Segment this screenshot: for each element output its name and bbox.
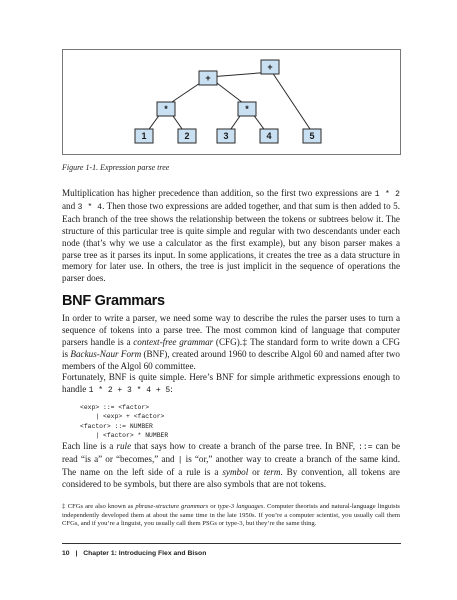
text-run: is “or,” another way to create a branch of the same kind. The name on the left side of a rule is a [62,453,400,477]
text-run: Multiplication has higher precedence than addition, so the first two expressions are [62,188,375,198]
page-number: 10 [62,550,70,557]
svg-text:*: * [164,104,168,114]
node-one [135,129,153,143]
emphasis: symbol [222,466,249,477]
section-heading: BNF Grammars [62,293,165,309]
emphasis: context-free grammar [133,336,214,347]
bnf-code-block: <exp> ::= <factor> | <exp> + <factor> <factor> ::= NUMBER | <factor> * NUMBER [80,404,169,439]
svg-text:4: 4 [266,131,272,141]
footer-separator: | [75,550,78,557]
page-footer [62,550,206,557]
code-inline: 3 * 4 [77,202,103,212]
text-run: In order to write a parser, we need some way to describe the rules the parser uses to turn a sequence of tokens into a parse tree. The most common kind of language that computer parsers handle is a [62,313,400,347]
svg-text:2: 2 [184,131,190,141]
emphasis: rule [116,441,132,451]
figure-caption: Figure 1-1. Expression parse tree [62,163,170,172]
emphasis: term [263,466,281,477]
code-inline: 1 * 2 + 3 * 4 + 5 [88,385,171,395]
svg-text:+: + [205,73,211,83]
text-run: and [62,200,78,211]
node-four [260,129,278,143]
text-run: Fortunately, BNF is quite simple. Here’s BNF for simple arithmetic expressions enough to handle [62,372,400,394]
text-run: Each line is a [62,441,117,451]
node-times-right [238,102,256,116]
text-run: or [208,503,218,510]
node-two [178,129,196,143]
emphasis: phrase-structure grammars [135,503,209,510]
node-plus-root [261,60,279,74]
text-run: or [248,466,264,477]
node-five [303,129,321,143]
svg-text:3: 3 [223,131,229,141]
text-run: . By convention, all tokens are considered to be symbols, but there are also symbols that are not tokens. [62,466,400,489]
emphasis: Backus-Naur Form [70,348,142,359]
code-inline: ::= [358,443,373,452]
text-run: can be read “is a” or “becomes,” and [62,441,400,464]
emphasis: type-3 languages [217,503,264,510]
node-three [217,129,235,143]
paragraph-cfg [62,313,400,373]
paragraph-rules [62,441,400,491]
parse-tree-diagram [63,50,402,156]
figure-parse-tree [62,49,401,155]
footnote [62,503,400,529]
footer-rule [62,543,401,544]
paragraph-bnf-intro [62,372,400,397]
edge-root-five [272,72,312,132]
text-run: : [170,383,173,394]
chapter-title: Chapter 1: Introducing Flex and Bison [83,550,207,557]
text-run: . Computer theorists and natural-language linguists independently developed them at about the same time in the late 1950s. If you’re a computer scientist, you usually call them CFGs, and if you’re a linguist, you usually call them PSGs or type-3, but they’re the same thing. [62,503,400,528]
svg-text:*: * [245,104,249,114]
svg-text:1: 1 [141,131,147,141]
node-times-left [157,102,175,116]
text-run: (CFG).‡ The standard form to write down a CFG is [62,336,400,359]
svg-text:+: + [267,62,273,72]
code-inline: | [177,455,183,465]
text-run: (BNF), created around 1960 to describe Algol 60 and named after two members of the Algol 60 committee. [62,348,400,371]
text-run: ‡ CFGs are also known as [62,503,136,510]
paragraph-precedence [62,188,400,285]
text-run: that says how to create a branch of the parse tree. In BNF, [131,441,359,451]
node-plus-inner [199,71,217,85]
code-inline: 1 * 2 [374,190,400,199]
svg-text:5: 5 [309,131,315,141]
text-run: . Then those two expressions are added together, and that sum is then added to 5. Each branch of the tree shows the relationship between the tokens or subtrees below it. The structure of this particular tree is quite simple and regular with two descendants under each node (that’s why we use a calculator as the first example), but any bison parser makes a parse tree as it parses its input. In some applications, it creates the tree as a data structure in memory for later use. In others, the tree is just implicit in the sequence of operations the parser does. [62,200,400,284]
